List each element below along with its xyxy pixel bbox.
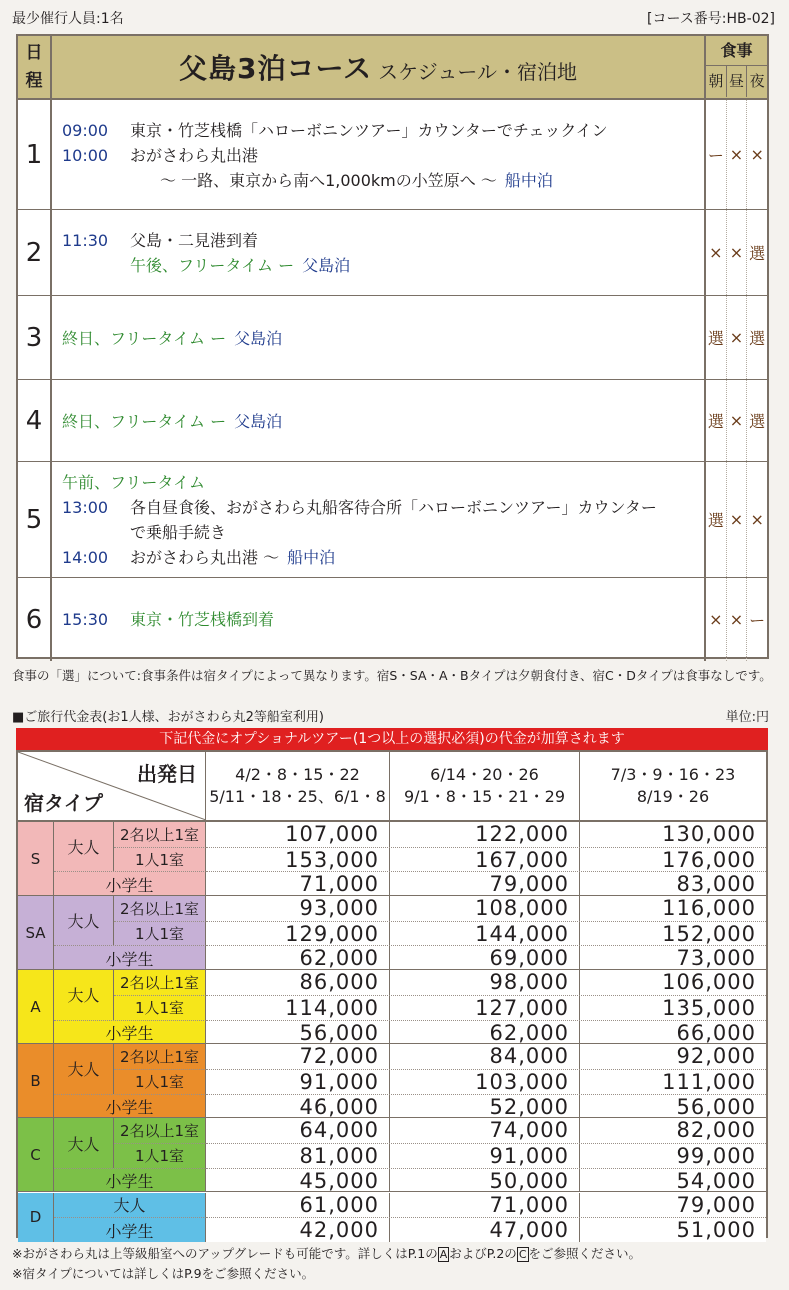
price-cell: 74,000 [390, 1118, 580, 1143]
price-cell: 107,000 [206, 822, 390, 847]
price-row [206, 1069, 766, 1094]
stay-location: 父島泊 [234, 412, 283, 431]
footnote-upgrade-a: ※おがさわら丸は上等級船室へのアップグレードも可能です。詳しくはP.1の [12, 1246, 438, 1261]
price-row [206, 1044, 766, 1069]
price-cell: 103,000 [390, 1070, 580, 1094]
day-row [18, 210, 767, 296]
date-col-3-line2: 8/19・26 [636, 787, 710, 806]
price-cell: 91,000 [206, 1070, 390, 1094]
room-type-band [18, 896, 766, 970]
meal-lunch: × [726, 462, 747, 577]
adult-label: 大人 [54, 896, 114, 945]
day-content [52, 578, 704, 661]
room-type-band [18, 1044, 766, 1118]
day-number: 1 [18, 100, 52, 209]
time: 09:00 [62, 121, 109, 140]
min-people: 最少催行人員:1名 [12, 11, 124, 27]
price-cell: 144,000 [390, 922, 580, 946]
price-cell: 114,000 [206, 996, 390, 1020]
room-type-code: A [18, 970, 54, 1043]
free-time-text: 終日、フリータイム ー [62, 412, 227, 431]
day-content [52, 462, 704, 577]
meal-marks [704, 380, 767, 461]
single-room-label: 1人1室 [114, 847, 206, 872]
price-cell: 111,000 [662, 1069, 756, 1094]
schedule-line [62, 168, 704, 193]
meal-lunch: × [726, 380, 747, 461]
date-col-1-line2: 5/11・18・25、6/1・8 [209, 787, 386, 806]
ref-box-a: A [439, 1248, 448, 1261]
day-row [18, 100, 767, 210]
price-cell: 152,000 [662, 921, 756, 946]
meal-lunch: × [726, 296, 747, 379]
price-heading: ■ご旅行代金表(お1人様、おがさわら丸2等船室利用) [12, 710, 324, 725]
price-cell: 93,000 [206, 896, 390, 921]
meal-breakfast: 選 [707, 511, 724, 530]
meal-dinner: ー [746, 578, 767, 661]
price-cell: 176,000 [662, 847, 756, 872]
room-type-code: B [18, 1044, 54, 1117]
type-label: 宿タイプ [24, 791, 103, 815]
time: 11:30 [62, 231, 109, 250]
date-col-1 [206, 752, 390, 820]
meal-marks [704, 100, 767, 209]
two-plus-label: 2名以上1室 [114, 1044, 206, 1069]
activity-text: 東京・竹芝桟橋「ハローボニンツアー」カウンターでチェックイン [130, 121, 608, 140]
time [62, 253, 130, 278]
meal-breakfast: 選 [707, 329, 724, 348]
meal-header [704, 36, 767, 98]
price-cell: 64,000 [206, 1118, 390, 1143]
price-table-header [18, 752, 766, 822]
schedule-table [16, 34, 769, 659]
child-label: 小学生 [54, 1217, 206, 1242]
price-row [206, 1217, 766, 1242]
meal-dinner: 選 [746, 296, 767, 379]
course-number: [コース番号:HB-02] [647, 11, 775, 27]
day-number: 6 [18, 578, 52, 661]
footnote-upgrade [12, 1244, 641, 1262]
price-cell: 73,000 [676, 946, 756, 971]
price-unit: 単位:円 [725, 710, 769, 725]
child-label: 小学生 [54, 1168, 206, 1193]
price-cell: 56,000 [676, 1094, 756, 1119]
price-cell: 46,000 [206, 1095, 390, 1119]
date-col-2-line1: 6/14・20・26 [430, 765, 539, 784]
price-row [206, 1020, 766, 1045]
schedule-line [62, 409, 704, 434]
day-number: 5 [18, 462, 52, 577]
price-cell: 56,000 [206, 1021, 390, 1045]
price-cell: 54,000 [676, 1168, 756, 1193]
adult-label: 大人 [54, 1118, 114, 1167]
activity-text: 父島・二見港到着 [130, 231, 259, 250]
single-room-label: 1人1室 [114, 1143, 206, 1168]
price-cell: 153,000 [206, 848, 390, 872]
date-col-3-line1: 7/3・9・16・23 [610, 765, 736, 784]
price-cell: 91,000 [390, 1144, 580, 1168]
adult-label: 大人 [54, 970, 114, 1019]
activity-text: おがさわら丸出港 〜 [130, 548, 280, 567]
meal-marks [704, 578, 767, 661]
day-row [18, 578, 767, 661]
child-label: 小学生 [54, 1020, 206, 1045]
schedule-line [62, 118, 704, 143]
activity-text: 各自昼食後、おがさわら丸船客待合所「ハローボニンツアー」カウンター [130, 498, 657, 517]
adult-label: 大人 [54, 822, 114, 871]
time [62, 168, 130, 193]
meal-col-dinner: 夜 [746, 66, 767, 97]
schedule-line [62, 495, 704, 520]
day-header-2: 程 [25, 71, 43, 91]
price-cell: 86,000 [206, 970, 390, 995]
stay-location: 父島泊 [234, 329, 283, 348]
price-cell: 47,000 [390, 1218, 580, 1242]
price-cell: 42,000 [206, 1218, 390, 1242]
meal-dinner: × [746, 462, 767, 577]
day-content [52, 100, 704, 209]
free-time-text: 東京・竹芝桟橋到着 [130, 610, 275, 629]
child-label: 小学生 [54, 1094, 206, 1119]
time: 14:00 [62, 548, 109, 567]
adult-label: 大人 [54, 1193, 206, 1218]
price-cell: 79,000 [390, 872, 580, 896]
price-cell: 51,000 [676, 1218, 756, 1243]
room-type-code: SA [18, 896, 54, 969]
schedule-line [62, 143, 704, 168]
day-header-1: 日 [25, 43, 43, 63]
day-number: 2 [18, 210, 52, 295]
schedule-title [52, 36, 704, 98]
two-plus-label: 2名以上1室 [114, 1118, 206, 1143]
price-row [206, 896, 766, 921]
day-number: 4 [18, 380, 52, 461]
schedule-line [62, 607, 704, 632]
date-col-2-line2: 9/1・8・15・21・29 [403, 787, 565, 806]
activity-text: おがさわら丸出港 [130, 146, 259, 165]
meal-marks [704, 210, 767, 295]
day-content [52, 210, 704, 295]
price-cell: 127,000 [390, 996, 580, 1020]
price-cell: 62,000 [390, 1021, 580, 1045]
price-cell: 72,000 [206, 1044, 390, 1069]
meal-dinner: 選 [746, 210, 767, 295]
free-time-text: 午後、フリータイム ー [130, 256, 295, 275]
room-type-band [18, 970, 766, 1044]
top-line [12, 8, 775, 28]
meal-breakfast: × [709, 610, 723, 629]
ref-box-c: C [518, 1248, 527, 1261]
price-heading-row [12, 706, 769, 725]
activity-text: で乗船手続き [130, 523, 227, 542]
single-room-label: 1人1室 [114, 921, 206, 946]
stay-location: 船中泊 [504, 171, 553, 190]
single-room-label: 1人1室 [114, 995, 206, 1020]
time: 10:00 [62, 146, 109, 165]
price-cell: 99,000 [676, 1144, 756, 1169]
schedule-header [18, 36, 767, 100]
price-row [206, 1143, 766, 1168]
meal-title: 食事 [706, 36, 767, 66]
price-cell: 130,000 [662, 822, 756, 846]
price-table [16, 750, 768, 1243]
day-content [52, 380, 704, 461]
schedule-line [62, 520, 704, 545]
price-cell: 167,000 [390, 848, 580, 872]
meal-dinner: 選 [746, 380, 767, 461]
date-col-2 [390, 752, 580, 820]
price-row [206, 945, 766, 970]
price-row [206, 970, 766, 995]
time: 15:30 [62, 610, 109, 629]
day-row [18, 462, 767, 578]
price-cell: 83,000 [676, 872, 756, 897]
price-cell: 116,000 [662, 896, 756, 921]
price-row [206, 995, 766, 1020]
price-cell: 71,000 [390, 1193, 580, 1218]
meal-dinner: × [746, 100, 767, 209]
day-header [18, 36, 52, 98]
two-plus-label: 2名以上1室 [114, 970, 206, 995]
title-main: 父島3泊コース [179, 52, 373, 85]
two-plus-label: 2名以上1室 [114, 896, 206, 921]
adult-label: 大人 [54, 1044, 114, 1093]
price-row [206, 921, 766, 946]
price-cell: 52,000 [390, 1095, 580, 1119]
schedule-line [62, 470, 704, 495]
price-row [206, 1118, 766, 1143]
room-type-code: D [18, 1193, 54, 1242]
meal-lunch: × [726, 100, 747, 209]
price-cell: 79,000 [676, 1192, 756, 1217]
time [62, 520, 130, 545]
child-label: 小学生 [54, 871, 206, 896]
single-room-label: 1人1室 [114, 1069, 206, 1094]
meal-marks [704, 462, 767, 577]
day-content [52, 296, 704, 379]
price-row [206, 871, 766, 896]
meal-col-breakfast: 朝 [708, 72, 724, 90]
schedule-line [62, 253, 704, 278]
price-cell: 135,000 [662, 995, 756, 1020]
room-type-code: C [18, 1118, 54, 1191]
schedule-line [62, 545, 704, 570]
activity-text: 〜 一路、東京から南へ1,000kmの小笠原へ 〜 [160, 171, 497, 190]
price-cell: 45,000 [206, 1169, 390, 1193]
price-cell: 62,000 [206, 946, 390, 970]
price-cell: 81,000 [206, 1144, 390, 1168]
price-cell: 122,000 [390, 822, 580, 847]
meal-note: 食事の「選」について:食事条件は宿タイプによって異なります。宿S・SA・A・Bタイプは夕朝食付き、宿C・Dタイプは食事なしです。 [12, 668, 772, 683]
stay-location: 父島泊 [302, 256, 351, 275]
day-row [18, 380, 767, 462]
price-row [206, 1193, 766, 1218]
footnote-upgrade-c: をご参照ください。 [528, 1246, 642, 1261]
room-type-band [18, 822, 766, 896]
stay-location: 船中泊 [287, 548, 336, 567]
footnote-room-type: ※宿タイプについては詳しくはP.9をご参照ください。 [12, 1266, 315, 1281]
price-row [206, 847, 766, 872]
price-cell: 84,000 [390, 1044, 580, 1069]
meal-lunch: × [726, 578, 747, 661]
free-time-text: 終日、フリータイム ー [62, 329, 227, 348]
date-col-3 [580, 752, 766, 820]
meal-breakfast: ー [707, 146, 724, 165]
departure-label: 出発日 [137, 762, 197, 786]
price-cell: 98,000 [390, 970, 580, 995]
price-cell: 108,000 [390, 896, 580, 921]
meal-lunch: × [726, 210, 747, 295]
meal-col-lunch: 昼 [726, 66, 747, 97]
price-cell: 50,000 [390, 1169, 580, 1193]
room-type-band [18, 1193, 766, 1242]
free-time-text: 午前、フリータイム [62, 473, 206, 492]
price-cell: 92,000 [676, 1044, 756, 1069]
time: 13:00 [62, 498, 109, 517]
date-col-1-line1: 4/2・8・15・22 [235, 765, 360, 784]
meal-breakfast: × [709, 243, 723, 262]
price-cell: 66,000 [676, 1020, 756, 1045]
meal-breakfast: 選 [707, 412, 724, 431]
meal-marks [704, 296, 767, 379]
title-sub: スケジュール・宿泊地 [378, 59, 577, 84]
price-cell: 61,000 [206, 1193, 390, 1218]
footnote-upgrade-b: およびP.2の [449, 1246, 517, 1261]
price-cell: 129,000 [206, 922, 390, 946]
header-corner [18, 752, 206, 820]
price-cell: 106,000 [662, 970, 756, 995]
price-cell: 69,000 [390, 946, 580, 970]
price-cell: 82,000 [676, 1118, 756, 1143]
day-row [18, 296, 767, 380]
optional-tour-notice: 下記代金にオプショナルツアー(1つ以上の選択必須)の代金が加算されます [16, 728, 768, 750]
price-row [206, 1168, 766, 1193]
room-type-code: S [18, 822, 54, 895]
price-row [206, 1094, 766, 1119]
room-type-band [18, 1118, 766, 1192]
child-label: 小学生 [54, 945, 206, 970]
schedule-line [62, 326, 704, 351]
two-plus-label: 2名以上1室 [114, 822, 206, 847]
schedule-line [62, 228, 704, 253]
day-number: 3 [18, 296, 52, 379]
price-cell: 71,000 [206, 872, 390, 896]
price-row [206, 822, 766, 847]
